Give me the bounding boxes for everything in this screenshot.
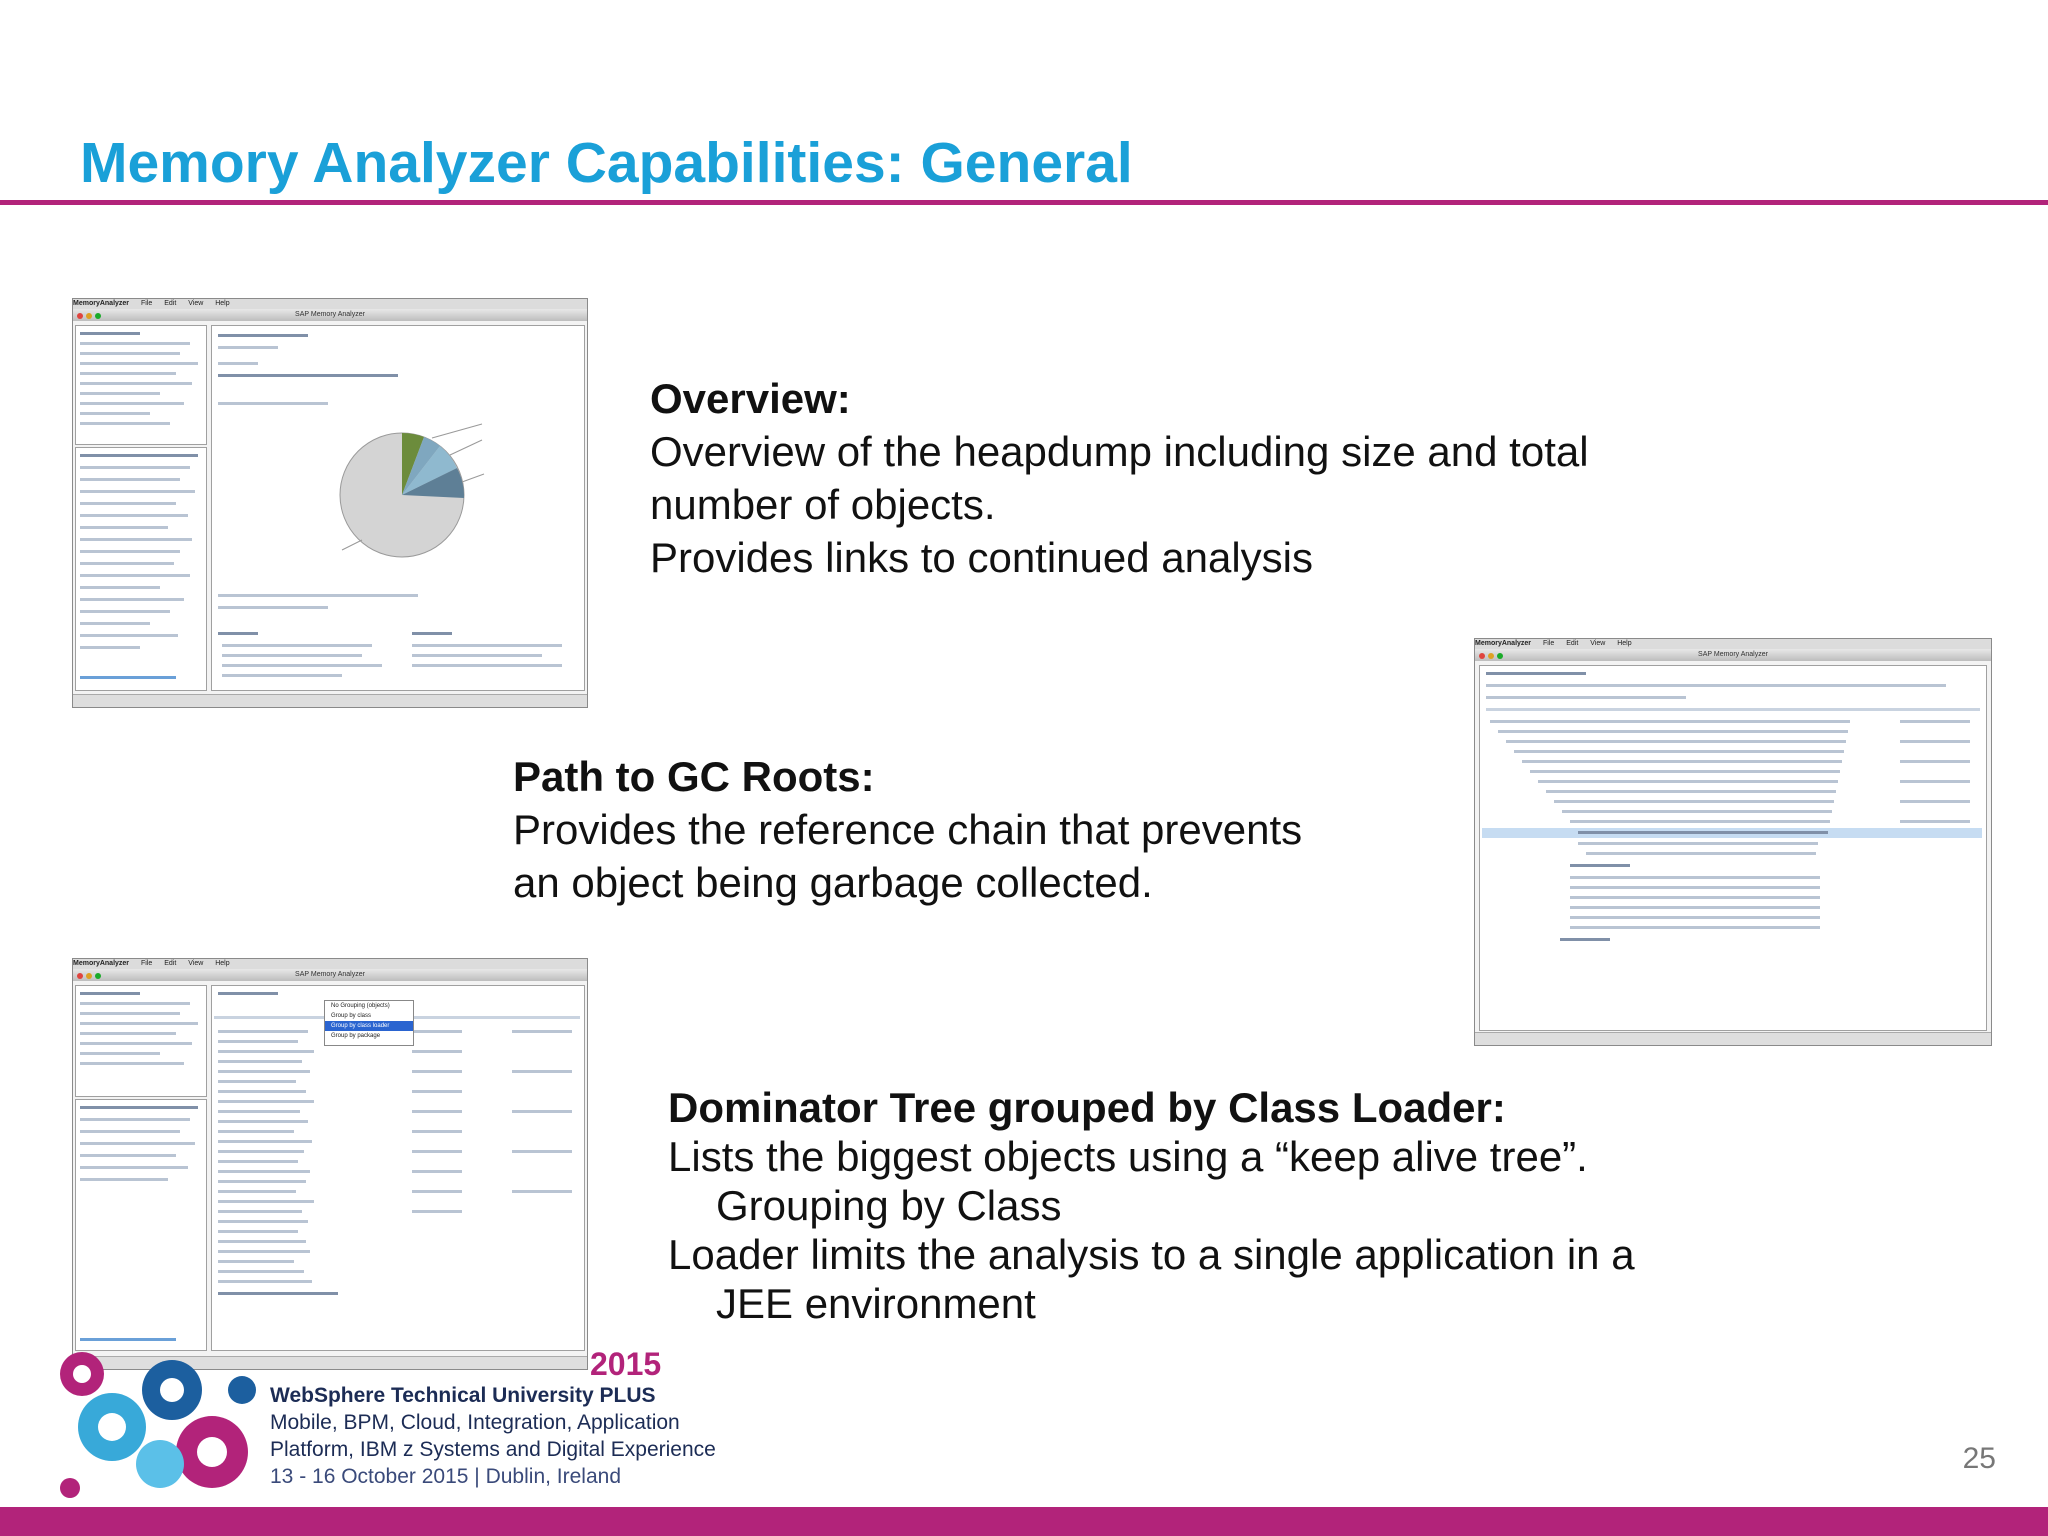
window-controls [77, 972, 104, 984]
window-title: SAP Memory Analyzer [1698, 651, 1768, 658]
menu-edit: Edit [1566, 640, 1579, 647]
slide-title: Memory Analyzer Capabilities: General [80, 131, 1133, 195]
menu-app: MemoryAnalyzer [73, 960, 130, 967]
gc-roots-screenshot [1474, 638, 1992, 1046]
menu-bar [73, 299, 587, 309]
page-number: 25 [1962, 1442, 1996, 1475]
gc-roots-editor [1479, 665, 1987, 1031]
gc-roots-heading: Path to GC Roots: [513, 753, 875, 800]
window-title: SAP Memory Analyzer [295, 971, 365, 978]
menu-view: View [188, 960, 204, 967]
overview-screenshot [72, 298, 588, 708]
inspector-panel [75, 985, 207, 1097]
overview-editor [211, 325, 585, 691]
window-titlebar [1475, 649, 1991, 661]
dominator-line: JEE environment [716, 1280, 1036, 1327]
attributes-panel [75, 447, 207, 691]
dominator-line: Loader limits the analysis to a single application in a [668, 1231, 1635, 1278]
conference-topics: Platform, IBM z Systems and Digital Experience [270, 1438, 716, 1461]
menu-view: View [188, 300, 204, 307]
menu-edit: Edit [164, 300, 177, 307]
window-controls [77, 312, 104, 324]
menu-bar [1475, 639, 1991, 649]
menu-edit: Edit [164, 960, 177, 967]
window-titlebar [73, 969, 587, 981]
menu-file: File [140, 960, 153, 967]
menu-app: MemoryAnalyzer [73, 300, 130, 307]
dominator-line: Grouping by Class [716, 1182, 1062, 1229]
attributes-panel [75, 1099, 207, 1351]
menu-help: Help [1617, 640, 1632, 647]
status-bar [73, 694, 587, 707]
inspector-panel [75, 325, 207, 445]
menu-view: View [1590, 640, 1606, 647]
status-bar [1475, 1032, 1991, 1045]
dominator-heading: Dominator Tree grouped by Class Loader: [668, 1084, 1506, 1131]
window-title: SAP Memory Analyzer [295, 311, 365, 318]
grouping-menu-item: Group by package [331, 1033, 381, 1039]
grouping-menu-item: Group by class [331, 1013, 372, 1019]
menu-file: File [140, 300, 153, 307]
grouping-menu-item-selected: Group by class loader [325, 1021, 413, 1031]
conference-topics: Mobile, BPM, Cloud, Integration, Application [270, 1411, 680, 1434]
menu-file: File [1542, 640, 1555, 647]
grouping-menu-item: No Grouping (objects) [331, 1003, 390, 1009]
title-rule [0, 200, 2048, 205]
overview-text [650, 372, 1589, 584]
gc-roots-text [513, 750, 1302, 909]
gc-roots-line: an object being garbage collected. [513, 859, 1153, 906]
footer-bar [0, 1507, 2048, 1536]
overview-heading: Overview: [650, 375, 851, 422]
window-controls [1479, 652, 1506, 664]
conference-name: WebSphere Technical University PLUS [270, 1384, 656, 1407]
dominator-screenshot [72, 958, 588, 1370]
menu-help: Help [215, 300, 230, 307]
conference-logo-icon [52, 1352, 267, 1502]
grouping-menu [324, 1000, 414, 1046]
dominator-tree-editor [211, 985, 585, 1351]
conference-year: 2015 [590, 1346, 662, 1382]
dominator-line: Lists the biggest objects using a “keep alive tree”. [668, 1133, 1588, 1180]
overview-line: number of objects. [650, 481, 996, 528]
dominator-text [668, 1083, 1635, 1328]
overview-line: Overview of the heapdump including size and total [650, 428, 1589, 475]
gc-roots-line: Provides the reference chain that prevents [513, 806, 1303, 853]
overview-line: Provides links to continued analysis [650, 534, 1314, 581]
window-titlebar [73, 309, 587, 321]
conference-dates: 13 - 16 October 2015 | Dublin, Ireland [270, 1465, 622, 1488]
menu-bar [73, 959, 587, 969]
overview-pie-chart [312, 410, 512, 580]
menu-app: MemoryAnalyzer [1475, 640, 1532, 647]
menu-help: Help [215, 960, 230, 967]
